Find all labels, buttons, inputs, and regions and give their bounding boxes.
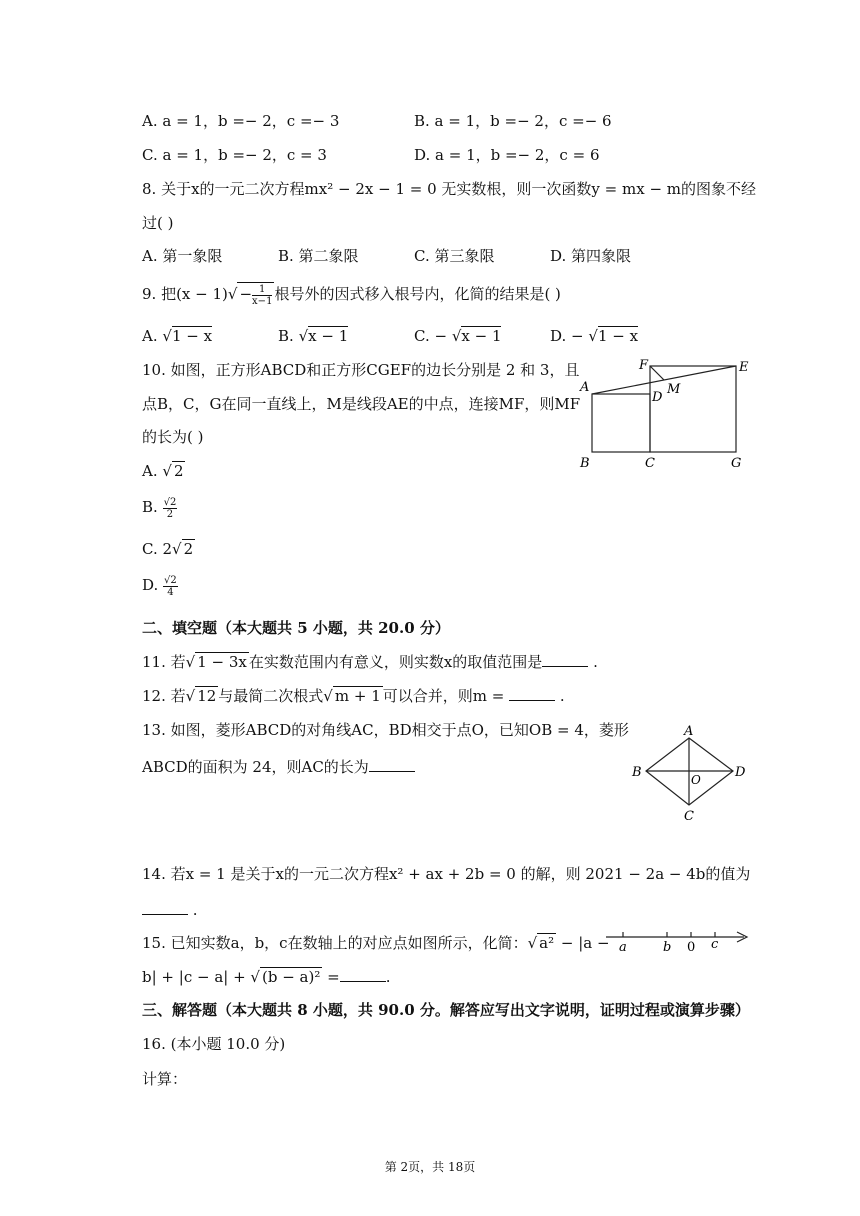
q8-stem-line2: 过( ) [142,214,174,232]
q12-stem: 12. 若√ 12 与最简二次根式√ m + 1 可以合并，则m = . [142,687,565,705]
q9-prefix: 9. 把(x − 1) [142,285,228,303]
q11-suffix: 在实数范围内有意义，则实数x的取值范围是 [248,653,543,671]
q10-stem-line3: 的长为( ) [142,428,204,446]
q8-stem-line1: 8. 关于x的一元二次方程mx² − 2x − 1 = 0 无实数根，则一次函数y = mx − m的图象不经 [142,180,756,198]
q10-stem-line1: 10. 如图，正方形ABCD和正方形CGEF的边长分别是 2 和 3，且 [142,361,580,379]
q11-radicand: 1 − 3x [197,653,247,671]
label-f: F [639,358,649,373]
q10-option-b-num: √2 [163,496,177,508]
q9-option-b-label: B. [278,327,294,345]
q14-stem-line1: 14. 若x = 1 是关于x的一元二次方程x² + ax + 2b = 0 的解，则 2021 − 2a − 4b的值为 [142,865,751,883]
q15-line2-prefix: b| + |c − a| + [142,968,251,986]
q9-option-c-rad: x − 1 [461,327,502,345]
q15-line1-suffix: − |a − [556,934,610,952]
q16-header: 16. (本小题 10.0 分) [142,1035,286,1053]
q9-suffix: 根号外的因式移入根号内，化简的结果是( ) [274,285,561,303]
q13-stem-line1: 13. 如图，菱形ABCD的对角线AC，BD相交于点O，已知OB = 4，菱形 [142,721,629,739]
q10-squares-figure [575,355,755,473]
q12-end: . [555,687,565,705]
q9-option-b-rad: x − 1 [308,327,349,345]
q15-end: . [385,968,391,986]
q9-option-b: B. √x − 1 [278,327,349,345]
q14-stem-line2 [142,899,198,921]
q8-option-b: B. 第二象限 [278,247,359,265]
page-footer: 第 2页，共 18页 [384,1160,476,1174]
axis-label-zero: 0 [687,940,696,955]
q12-mid: 与最简二次根式 [218,687,324,705]
label-b: B [632,765,642,780]
q16-instruction: 计算： [142,1070,188,1088]
q14-end: . [188,901,198,919]
label-o: O [691,773,701,787]
q15-radicand-2: (b − a)² [261,968,321,986]
q10-option-d-num: √2 [164,574,177,586]
q8-option-d: D. 第四象限 [550,247,632,265]
q10-option-c: C. 2√ 2 [142,540,194,558]
q9-option-d-rad: 1 − x [597,327,639,345]
label-b: B [580,456,590,471]
q10-option-d-den: 4 [167,586,174,598]
label-d: D [652,390,663,405]
q12-suffix: 可以合并，则m = [382,687,510,705]
q15-line2-suffix: = [322,968,340,986]
q15-radicand-1: a² [539,934,555,952]
label-e: E [739,360,749,375]
q10-option-b [142,496,177,526]
q10-option-d [142,574,178,604]
q9-option-d-label: D. − [550,327,584,345]
label-c: C [645,456,655,471]
label-d: D [735,765,746,780]
q8-option-a: A. 第一象限 [142,247,223,265]
q8-option-c: C. 第三象限 [414,247,495,265]
q9-option-d: D. − √1 − x [550,327,639,345]
q7-option-d: D. a = 1，b =− 2，c = 6 [414,146,600,164]
q9-fraction [252,284,272,307]
q10-option-c-rad: 2 [183,540,194,558]
q14-answer-blank[interactable] [142,902,188,915]
axis-label-a: a [619,940,627,955]
section-2-heading: 二、填空题（本大题共 5 小题，共 20.0 分） [142,619,450,637]
q10-option-b-den: 2 [166,508,174,520]
q10-stem-line2: 点B，C，G在同一直线上，M是线段AE的中点，连接MF，则MF [142,395,581,413]
q9-option-a-label: A. [142,327,158,345]
q13-line2-text: ABCD的面积为 24，则AC的长为 [142,758,369,776]
q12-answer-blank[interactable] [509,688,555,701]
section-3-heading: 三、解答题（本大题共 8 小题，共 90.0 分。解答应写出文字说明，证明过程或演算步骤） [142,1001,750,1019]
q11-answer-blank[interactable] [542,654,588,667]
segment-mf [650,366,664,380]
q11-prefix: 11. 若 [142,653,186,671]
q10-option-d-label: D. [142,576,159,594]
q10-option-b-frac [163,497,178,520]
label-g: G [731,456,742,471]
q9-radicand-sign: − [239,285,253,303]
q12-radicand-2: m + 1 [334,687,381,705]
label-a: A [580,380,590,395]
q9-option-c-label: C. − [414,327,448,345]
q13-stem-line2 [142,756,415,778]
q11-end: . [588,653,598,671]
q15-stem-line2: b| + |c − a| + √ (b − a)² = . [142,968,391,986]
q9-option-a: A. √1 − x [142,327,213,345]
q10-option-d-frac [163,575,178,598]
q9-stem [142,282,561,312]
axis-label-b: b [663,940,672,955]
q13-rhombus-figure [628,722,753,824]
q10-option-a-label: A. [142,462,158,480]
q7-option-a: A. a = 1，b =− 2，c =− 3 [142,112,340,130]
q15-number-line [604,926,752,956]
q10-option-a-rad: 2 [173,462,184,480]
q12-radicand-1: 12 [197,687,217,705]
q12-prefix: 12. 若 [142,687,186,705]
q10-option-c-label: C. 2 [142,540,173,558]
q13-answer-blank[interactable] [369,759,415,772]
q15-prefix: 15. 已知实数a，b，c在数轴上的对应点如图所示，化简： [142,934,528,952]
q15-stem-line1: 15. 已知实数a，b，c在数轴上的对应点如图所示，化简：√ a² − |a − [142,934,610,952]
label-a: A [684,724,694,739]
q9-option-a-rad: 1 − x [171,327,213,345]
q15-answer-blank[interactable] [340,969,386,982]
q11-stem: 11. 若√ 1 − 3x 在实数范围内有意义，则实数x的取值范围是 . [142,653,598,671]
q7-option-c: C. a = 1，b =− 2，c = 3 [142,146,327,164]
q10-option-a: A. √ 2 [142,462,184,480]
q9-frac-den: x−1 [252,295,273,307]
q7-option-b: B. a = 1，b =− 2，c =− 6 [414,112,612,130]
square-abcd [592,394,650,452]
label-c: C [684,809,694,824]
q10-option-b-label: B. [142,498,158,516]
label-m: M [667,382,681,397]
q9-frac-num: 1 [252,284,272,296]
q9-radical: √ − $\frac{1}{x-1}$ [227,283,273,307]
axis-label-c: c [711,937,719,952]
q9-option-c: C. − √x − 1 [414,327,502,345]
